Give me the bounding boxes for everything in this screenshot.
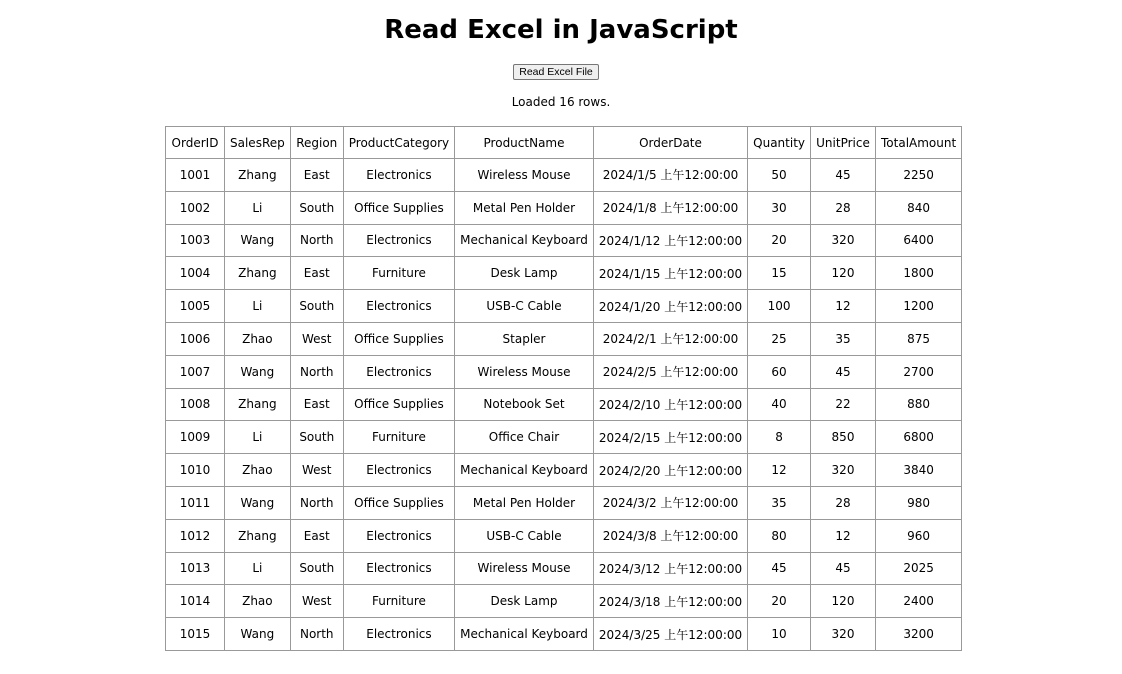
table-cell: Electronics <box>343 519 454 552</box>
table-cell: USB-C Cable <box>455 519 594 552</box>
table-cell: 1007 <box>166 355 225 388</box>
table-cell: Zhao <box>225 454 291 487</box>
table-cell: 45 <box>811 159 876 192</box>
table-cell: Office Supplies <box>343 486 454 519</box>
table-cell: Metal Pen Holder <box>455 191 594 224</box>
table-cell: Office Supplies <box>343 322 454 355</box>
table-cell: Wang <box>225 355 291 388</box>
table-cell: 10 <box>748 618 811 651</box>
table-row <box>166 159 962 192</box>
table-cell: 2024/3/25 上午12:00:00 <box>593 618 747 651</box>
table-cell: Electronics <box>343 618 454 651</box>
table-cell: West <box>290 585 343 618</box>
table-row <box>166 355 962 388</box>
table-cell: 1008 <box>166 388 225 421</box>
table-cell: 2024/1/15 上午12:00:00 <box>593 257 747 290</box>
column-header: SalesRep <box>225 127 291 159</box>
status-text: Loaded 16 rows. <box>511 95 611 109</box>
table-cell: 2024/2/5 上午12:00:00 <box>593 355 747 388</box>
table-cell: North <box>290 618 343 651</box>
table-cell: USB-C Cable <box>455 290 594 323</box>
table-cell: Wang <box>225 486 291 519</box>
table-cell: 2024/3/12 上午12:00:00 <box>593 552 747 585</box>
table-cell: West <box>290 454 343 487</box>
table-cell: 6800 <box>876 421 962 454</box>
table-cell: 2024/3/18 上午12:00:00 <box>593 585 747 618</box>
table-cell: Li <box>225 421 291 454</box>
column-header: ProductCategory <box>343 127 454 159</box>
table-row <box>166 552 962 585</box>
table-cell: 12 <box>811 519 876 552</box>
table-cell: 30 <box>748 191 811 224</box>
table-cell: 880 <box>876 388 962 421</box>
table-cell: 320 <box>811 618 876 651</box>
table-cell: South <box>290 191 343 224</box>
table-cell: 45 <box>811 552 876 585</box>
table-cell: East <box>290 388 343 421</box>
table-cell: 80 <box>748 519 811 552</box>
table-cell: 15 <box>748 257 811 290</box>
table-cell: 45 <box>811 355 876 388</box>
table-cell: Electronics <box>343 454 454 487</box>
table-cell: Mechanical Keyboard <box>455 454 594 487</box>
table-cell: Li <box>225 290 291 323</box>
table-row <box>166 618 962 651</box>
table-cell: Mechanical Keyboard <box>455 618 594 651</box>
table-cell: 20 <box>748 585 811 618</box>
table-cell: Li <box>225 191 291 224</box>
table-row <box>166 421 962 454</box>
table-cell: Furniture <box>343 421 454 454</box>
column-header: TotalAmount <box>876 127 962 159</box>
table-cell: Electronics <box>343 159 454 192</box>
table-cell: 875 <box>876 322 962 355</box>
table-row <box>166 388 962 421</box>
table-cell: 1002 <box>166 191 225 224</box>
table-cell: Zhang <box>225 159 291 192</box>
column-header: OrderID <box>166 127 225 159</box>
table-cell: 1004 <box>166 257 225 290</box>
table-cell: 40 <box>748 388 811 421</box>
column-header: Region <box>290 127 343 159</box>
table-cell: South <box>290 421 343 454</box>
table-cell: 1013 <box>166 552 225 585</box>
table-cell: Mechanical Keyboard <box>455 224 594 257</box>
table-cell: Wang <box>225 618 291 651</box>
table-cell: Electronics <box>343 224 454 257</box>
table-row <box>166 191 962 224</box>
table-cell: 20 <box>748 224 811 257</box>
table-cell: 50 <box>748 159 811 192</box>
read-excel-file-button[interactable]: Read Excel File <box>513 64 599 80</box>
column-header: UnitPrice <box>811 127 876 159</box>
table-cell: 35 <box>748 486 811 519</box>
table-cell: 2250 <box>876 159 962 192</box>
table-cell: North <box>290 224 343 257</box>
table-cell: 2024/2/1 上午12:00:00 <box>593 322 747 355</box>
table-cell: 120 <box>811 585 876 618</box>
table-cell: Electronics <box>343 355 454 388</box>
column-header: ProductName <box>455 127 594 159</box>
table-cell: East <box>290 159 343 192</box>
table-cell: 960 <box>876 519 962 552</box>
table-cell: 1009 <box>166 421 225 454</box>
table-cell: Li <box>225 552 291 585</box>
table-cell: 3840 <box>876 454 962 487</box>
column-header: Quantity <box>748 127 811 159</box>
table-cell: 1015 <box>166 618 225 651</box>
table-row <box>166 290 962 323</box>
table-cell: West <box>290 322 343 355</box>
table-row <box>166 322 962 355</box>
table-cell: Electronics <box>343 552 454 585</box>
table-row <box>166 224 962 257</box>
table-cell: Furniture <box>343 257 454 290</box>
table-cell: Wireless Mouse <box>455 159 594 192</box>
table-cell: 2700 <box>876 355 962 388</box>
table-header-row <box>166 127 962 159</box>
table-cell: 2025 <box>876 552 962 585</box>
table-cell: 2024/1/8 上午12:00:00 <box>593 191 747 224</box>
table-cell: Wang <box>225 224 291 257</box>
table-cell: Zhang <box>225 257 291 290</box>
table-cell: 1011 <box>166 486 225 519</box>
table-row <box>166 519 962 552</box>
table-cell: 8 <box>748 421 811 454</box>
table-cell: Desk Lamp <box>455 585 594 618</box>
table-cell: Wireless Mouse <box>455 552 594 585</box>
table-cell: 1001 <box>166 159 225 192</box>
table-cell: Zhao <box>225 322 291 355</box>
table-cell: South <box>290 552 343 585</box>
table-cell: 850 <box>811 421 876 454</box>
table-cell: 28 <box>811 486 876 519</box>
excel-data-table <box>165 126 962 651</box>
table-cell: North <box>290 486 343 519</box>
table-cell: 320 <box>811 454 876 487</box>
table-cell: North <box>290 355 343 388</box>
table-cell: Desk Lamp <box>455 257 594 290</box>
table-row <box>166 585 962 618</box>
table-cell: 2024/2/20 上午12:00:00 <box>593 454 747 487</box>
table-row <box>166 257 962 290</box>
table-cell: 1200 <box>876 290 962 323</box>
table-cell: 12 <box>811 290 876 323</box>
table-cell: 1010 <box>166 454 225 487</box>
table-cell: 2024/2/10 上午12:00:00 <box>593 388 747 421</box>
table-cell: 12 <box>748 454 811 487</box>
table-cell: Stapler <box>455 322 594 355</box>
table-cell: 35 <box>811 322 876 355</box>
table-cell: 2024/3/2 上午12:00:00 <box>593 486 747 519</box>
table-cell: 25 <box>748 322 811 355</box>
table-cell: 1014 <box>166 585 225 618</box>
table-cell: Notebook Set <box>455 388 594 421</box>
table-cell: 2024/3/8 上午12:00:00 <box>593 519 747 552</box>
table-cell: 1006 <box>166 322 225 355</box>
table-cell: East <box>290 257 343 290</box>
table-cell: 1012 <box>166 519 225 552</box>
table-cell: Office Supplies <box>343 191 454 224</box>
table-row <box>166 486 962 519</box>
table-cell: Zhang <box>225 519 291 552</box>
table-cell: 120 <box>811 257 876 290</box>
table-cell: 45 <box>748 552 811 585</box>
page-title: Read Excel in JavaScript <box>384 15 738 45</box>
table-cell: 2024/1/20 上午12:00:00 <box>593 290 747 323</box>
table-cell: 1800 <box>876 257 962 290</box>
table-row <box>166 454 962 487</box>
table-cell: East <box>290 519 343 552</box>
table-cell: Wireless Mouse <box>455 355 594 388</box>
table-cell: Zhang <box>225 388 291 421</box>
column-header: OrderDate <box>593 127 747 159</box>
table-cell: Furniture <box>343 585 454 618</box>
table-cell: 28 <box>811 191 876 224</box>
table-cell: 1005 <box>166 290 225 323</box>
table-cell: 1003 <box>166 224 225 257</box>
table-cell: 840 <box>876 191 962 224</box>
table-body <box>166 159 962 651</box>
table-cell: Office Chair <box>455 421 594 454</box>
table-cell: 320 <box>811 224 876 257</box>
table-header <box>166 127 962 159</box>
table-cell: Metal Pen Holder <box>455 486 594 519</box>
table-cell: 2024/1/12 上午12:00:00 <box>593 224 747 257</box>
table-cell: Zhao <box>225 585 291 618</box>
table-cell: 2400 <box>876 585 962 618</box>
table-cell: 3200 <box>876 618 962 651</box>
table-cell: 100 <box>748 290 811 323</box>
table-cell: 22 <box>811 388 876 421</box>
table-cell: 60 <box>748 355 811 388</box>
table-cell: 2024/2/15 上午12:00:00 <box>593 421 747 454</box>
table-cell: South <box>290 290 343 323</box>
table-cell: 2024/1/5 上午12:00:00 <box>593 159 747 192</box>
table-cell: 980 <box>876 486 962 519</box>
table-cell: Office Supplies <box>343 388 454 421</box>
table-cell: 6400 <box>876 224 962 257</box>
table-cell: Electronics <box>343 290 454 323</box>
